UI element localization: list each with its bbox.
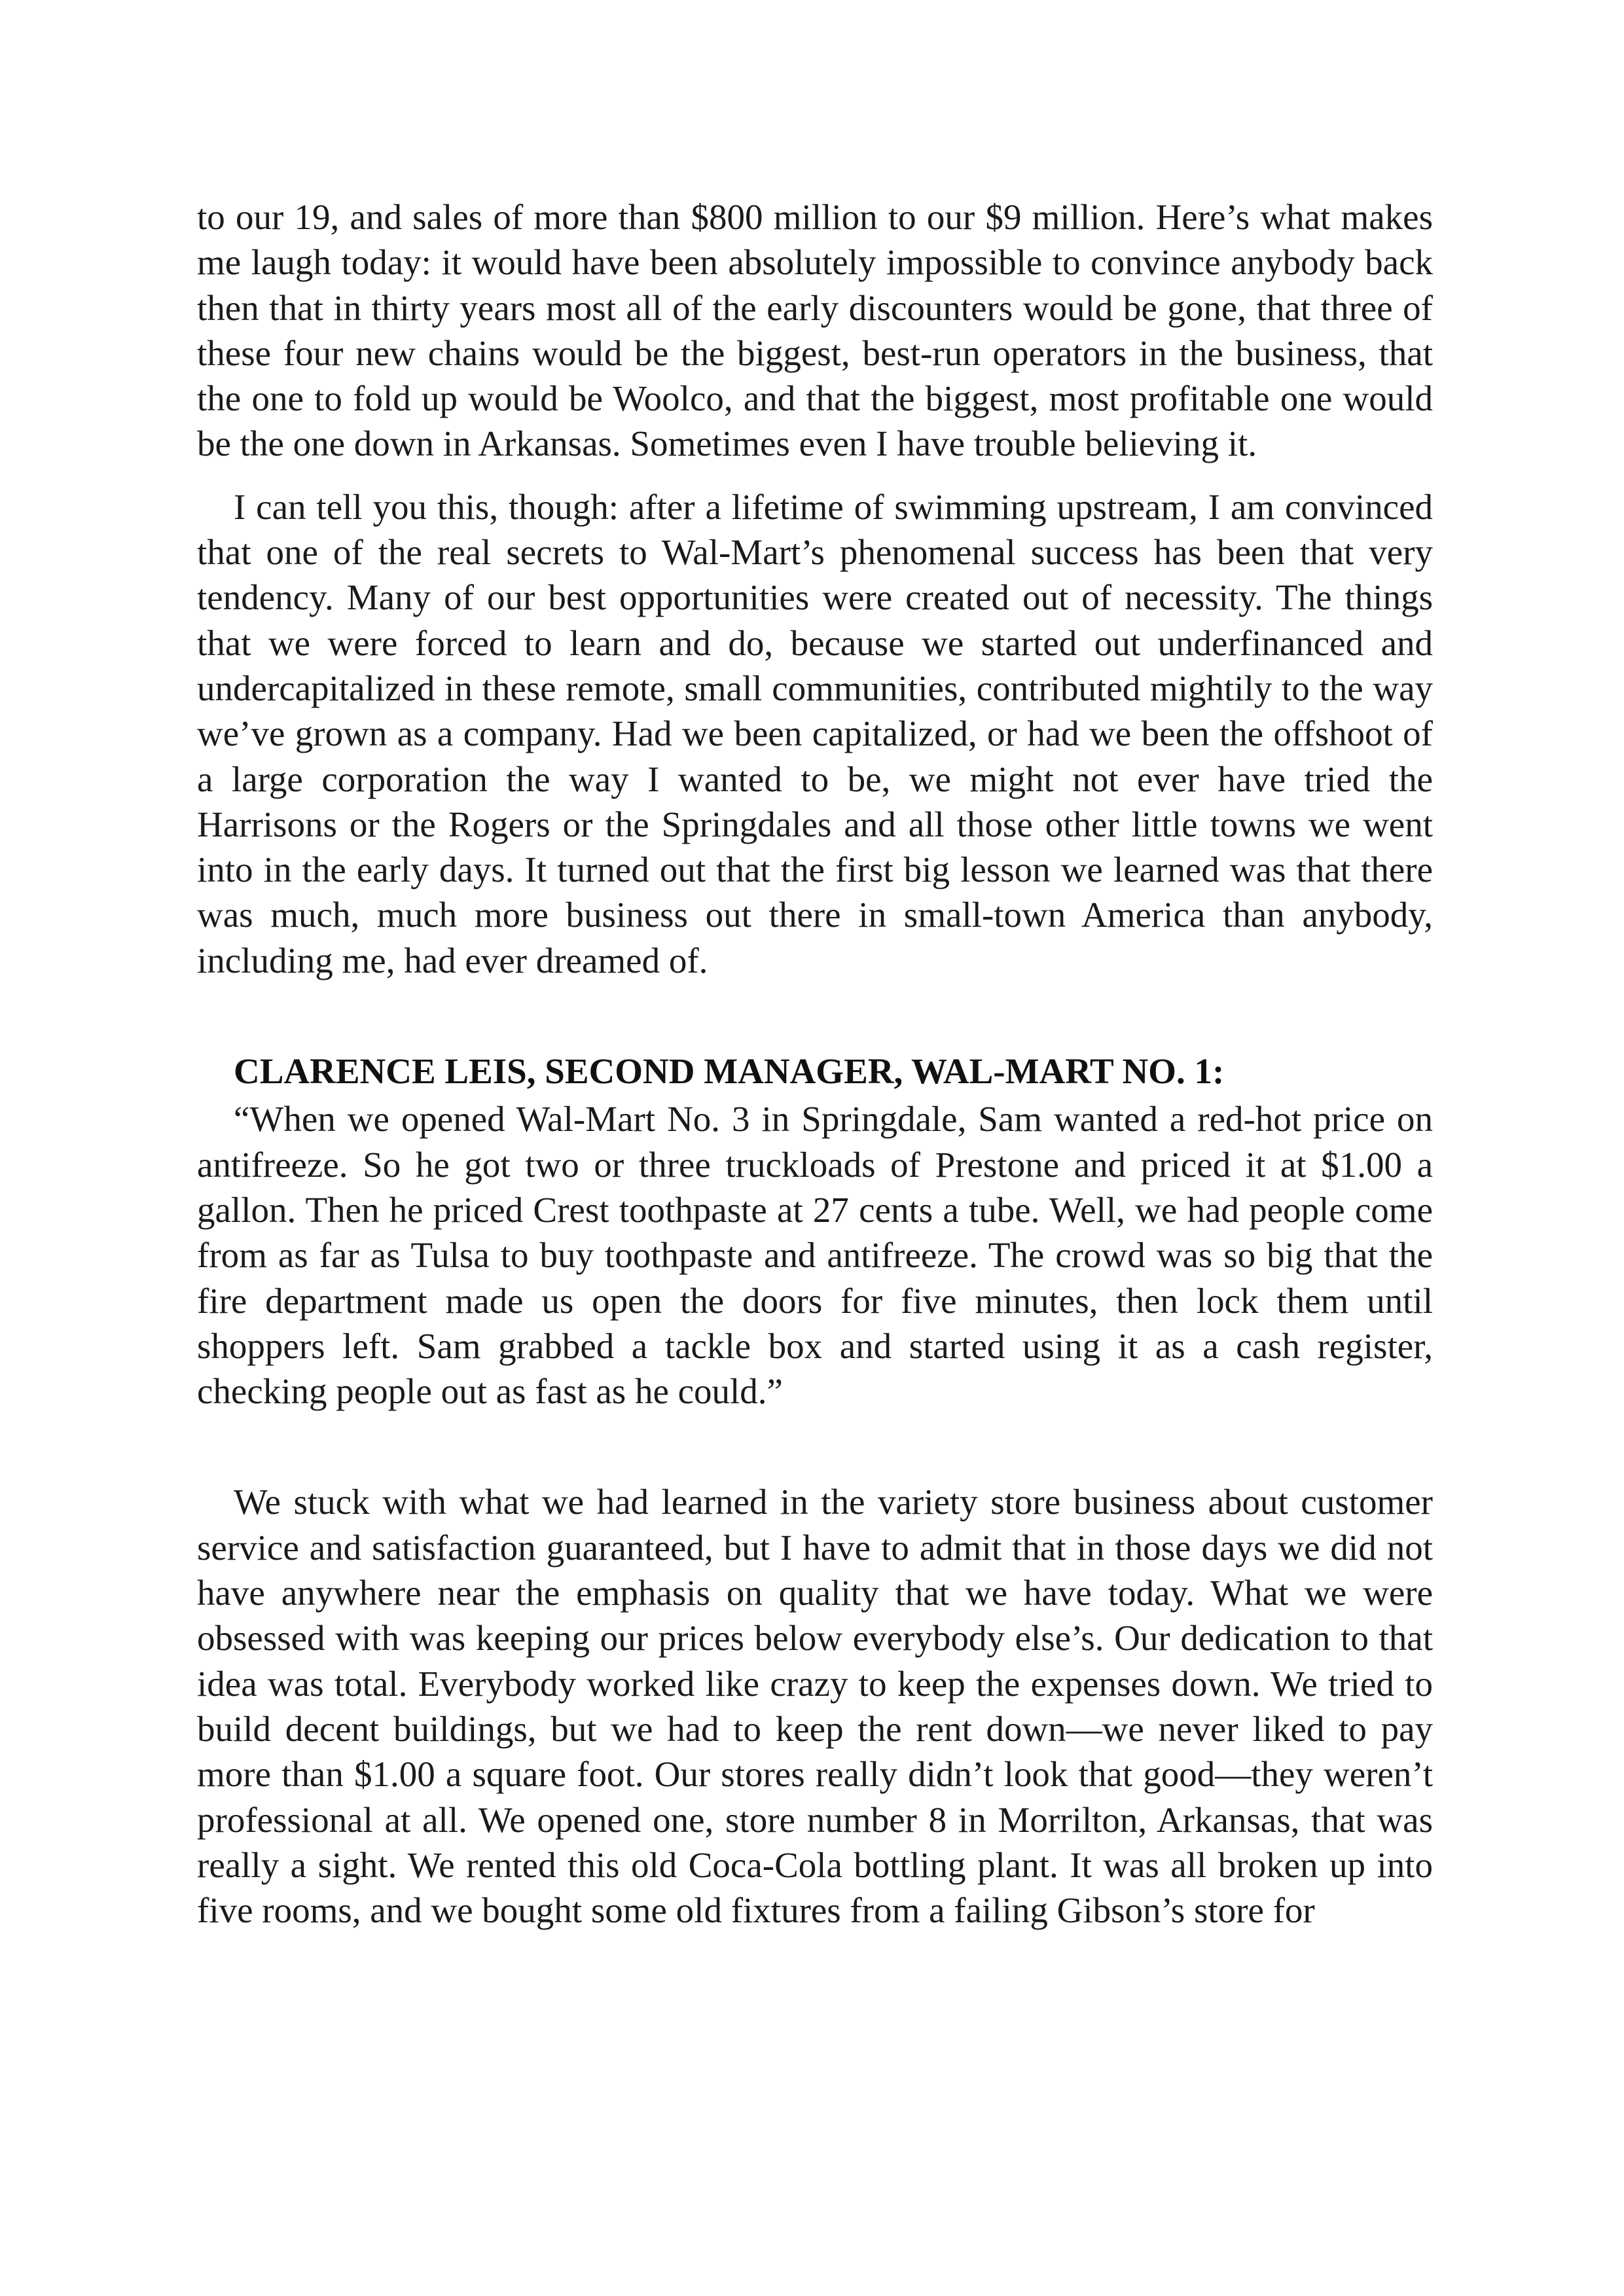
- paragraph-prices: We stuck with what we had learned in the variety store business about customer service and satisfaction guaranteed, but I have to admit that in those days we did not have anywhere near the emphasis on quality that we have today. What we were obsessed with was keeping our prices below everybody else’s. Our dedication to that idea was total. Everybody worked like crazy to keep the expenses down. We tried to build decent buildings, but we had to keep the rent down—we never liked to pay more than $1.00 a square foot. Our stores really didn’t look that good—they weren’t professional at all. We opened one, store number 8 in Morrilton, Arkansas, that was really a sight. We rented this old Coca-Cola bottling plant. It was all broken up into five rooms, and we bought some old fixtures from a failing Gibson’s store for: [197, 1482, 1433, 1931]
- paragraph-lesson: I can tell you this, though: after a lifetime of swimming upstream, I am convinced that one of the real secrets to Wal-Mart’s phenomenal success has been that very tendency. Many of our best opportunities were created out of necessity. The things that we were forced to learn and do, because we started out underfinanced and undercapitalized in these remote, small communities, contributed mightily to the way we’ve grown as a company. Had we been capitalized, or had we been the offshoot of a large corporation the way I wanted to be, we might not ever have tried the Harrisons or the Rogers or the Springdales and all those other little towns we went into in the early days. It turned out that the first big lesson we learned was that there was much, much more business out there in small-town America than anybody, including me, had ever dreamed of.: [197, 486, 1433, 980]
- quote-attribution-heading: CLARENCE LEIS, SECOND MANAGER, WAL-MART NO. 1:: [234, 1051, 1225, 1092]
- section-gap: [197, 1414, 1433, 1479]
- document-page: [197, 194, 1433, 1933]
- paragraph-continuation: to our 19, and sales of more than $800 million to our $9 million. Here’s what makes me laugh today: it would have been absolutely impossible to convince anybody back then that in thirty years most all of the early discounters would be gone, that three of these four new chains would be the biggest, best-run operators in the business, that the one to fold up would be Woolco, and that the biggest, most profitable one would be the one down in Arkansas. Sometimes even I have trouble believing it.: [197, 197, 1433, 464]
- section-gap: [197, 983, 1433, 1049]
- paragraph-gap: [197, 467, 1433, 484]
- quote-paragraph: “When we opened Wal-Mart No. 3 in Springdale, Sam wanted a red-hot price on antifreeze. So he got two or three truckloads of Prestone and priced it at $1.00 a gallon. Then he priced Crest toothpaste at 27 cents a tube. Well, we had people come from as far as Tulsa to buy toothpaste and antifreeze. The crowd was so big that the fire department made us open the doors for five minutes, then lock them until shoppers left. Sam grabbed a tackle box and started using it as a cash register, checking people out as fast as he could.”: [197, 1099, 1433, 1412]
